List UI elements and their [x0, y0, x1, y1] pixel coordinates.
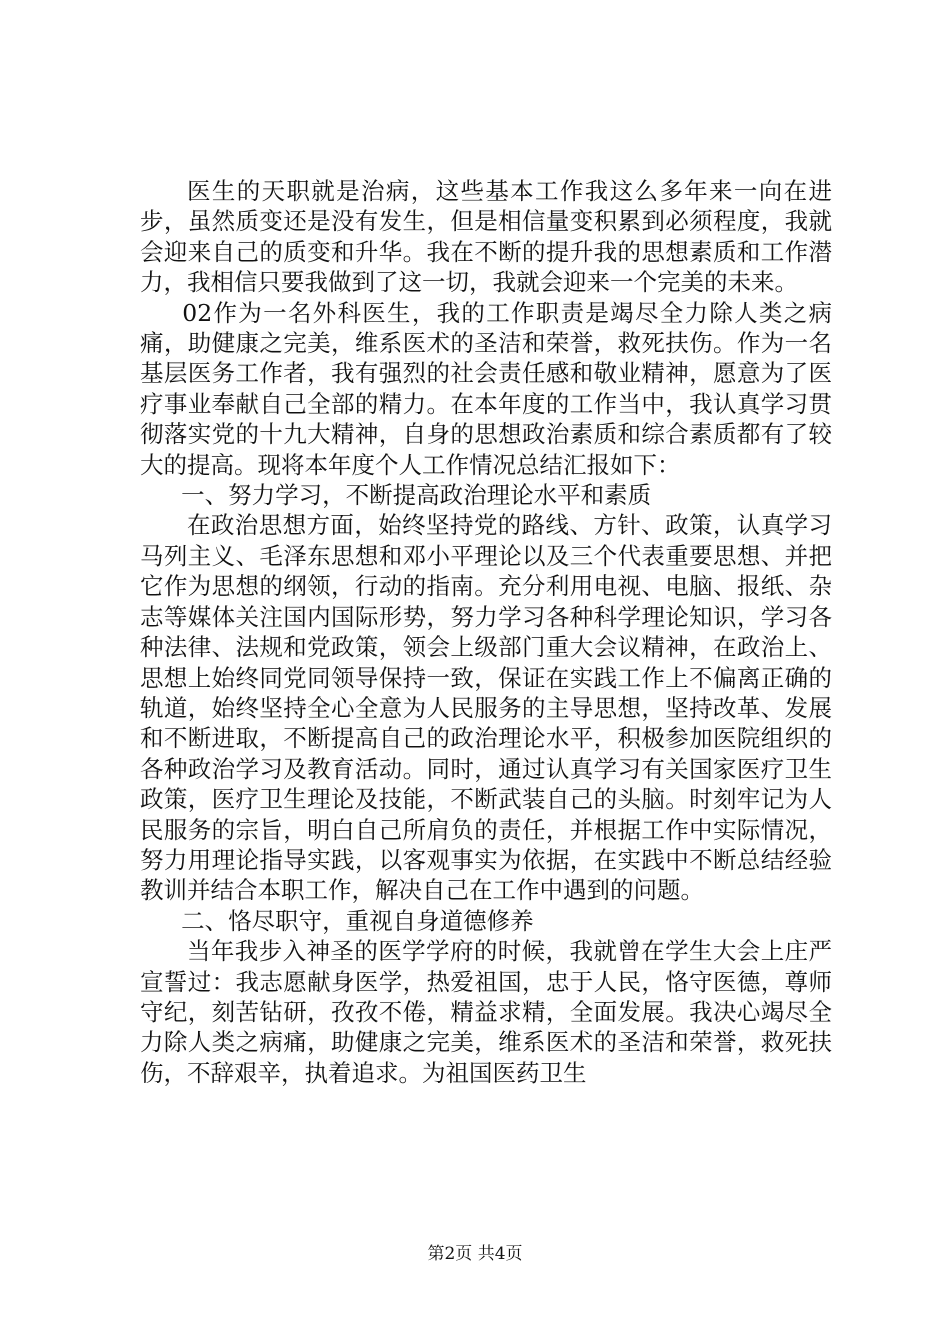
section-heading-study: 一、努力学习，不断提高政治理论水平和素质 — [181, 481, 652, 510]
paragraph-surgeon-intro: 02作为一名外科医生，我的工作职责是竭尽全力除人类之病痛，助健康之完美，维系医术的圣洁和荣誉，救死扶伤。作为一名基层医务工作者，我有强烈的社会责任感和敬业精神，愿意为了医疗事业奉献自己全部的精力。在本年度的工作当中，我认真学习贯彻落实党的十九大精神，自身的思想政治素质和综合素质都有了较大的提高。现将本年度个人工作情况总结汇报如下： — [140, 298, 832, 479]
document-body — [140, 176, 832, 1088]
paragraph-doctor-duty: 医生的天职就是治病，这些基本工作我这么多年来一向在进步，虽然质变还是没有发生，但是相信量变积累到必须程度，我就会迎来自己的质变和升华。我在不断的提升我的思想素质和工作潜力，我相信只要我做到了这一切，我就会迎来一个完美的未来。 — [140, 177, 832, 297]
page-number-footer: 第2页 共4页 — [427, 1244, 523, 1264]
paragraph-oath: 当年我步入神圣的医学学府的时候，我就曾在学生大会上庄严宣誓过：我志愿献身医学，热爱祖国，忠于人民，恪守医德，尊师守纪，刻苦钻研，孜孜不倦，精益求精，全面发展。我决心竭尽全力除人类之病痛，助健康之完美，维系医术的圣洁和荣誉，救死扶伤，不辞艰辛，执着追求。为祖国医药卫生 — [140, 937, 832, 1087]
section-heading-duty: 二、恪尽职守，重视自身道德修养 — [181, 906, 534, 935]
paragraph-political-thought: 在政治思想方面，始终坚持党的路线、方针、政策，认真学习马列主义、毛泽东思想和邓小平理论以及三个代表重要思想、并把它作为思想的纲领，行动的指南。充分利用电视、电脑、报纸、杂志等媒体关注国内国际形势，努力学习各种科学理论知识，学习各种法律、法规和党政策，领会上级部门重大会议精神，在政治上、思想上始终同党同领导保持一致，保证在实践工作上不偏离正确的轨道，始终坚持全心全意为人民服务的主导思想，坚持改革、发展和不断进取，不断提高自己的政治理论水平，积极参加医院组织的各种政治学习及教育活动。同时，通过认真学习有关国家医疗卫生政策，医疗卫生理论及技能，不断武装自己的头脑。时刻牢记为人民服务的宗旨，明白自己所肩负的责任，并根据工作中实际情况，努力用理论指导实践，以客观事实为依据，在实践中不断总结经验教训并结合本职工作，解决自己在工作中遇到的问题。 — [140, 511, 832, 905]
